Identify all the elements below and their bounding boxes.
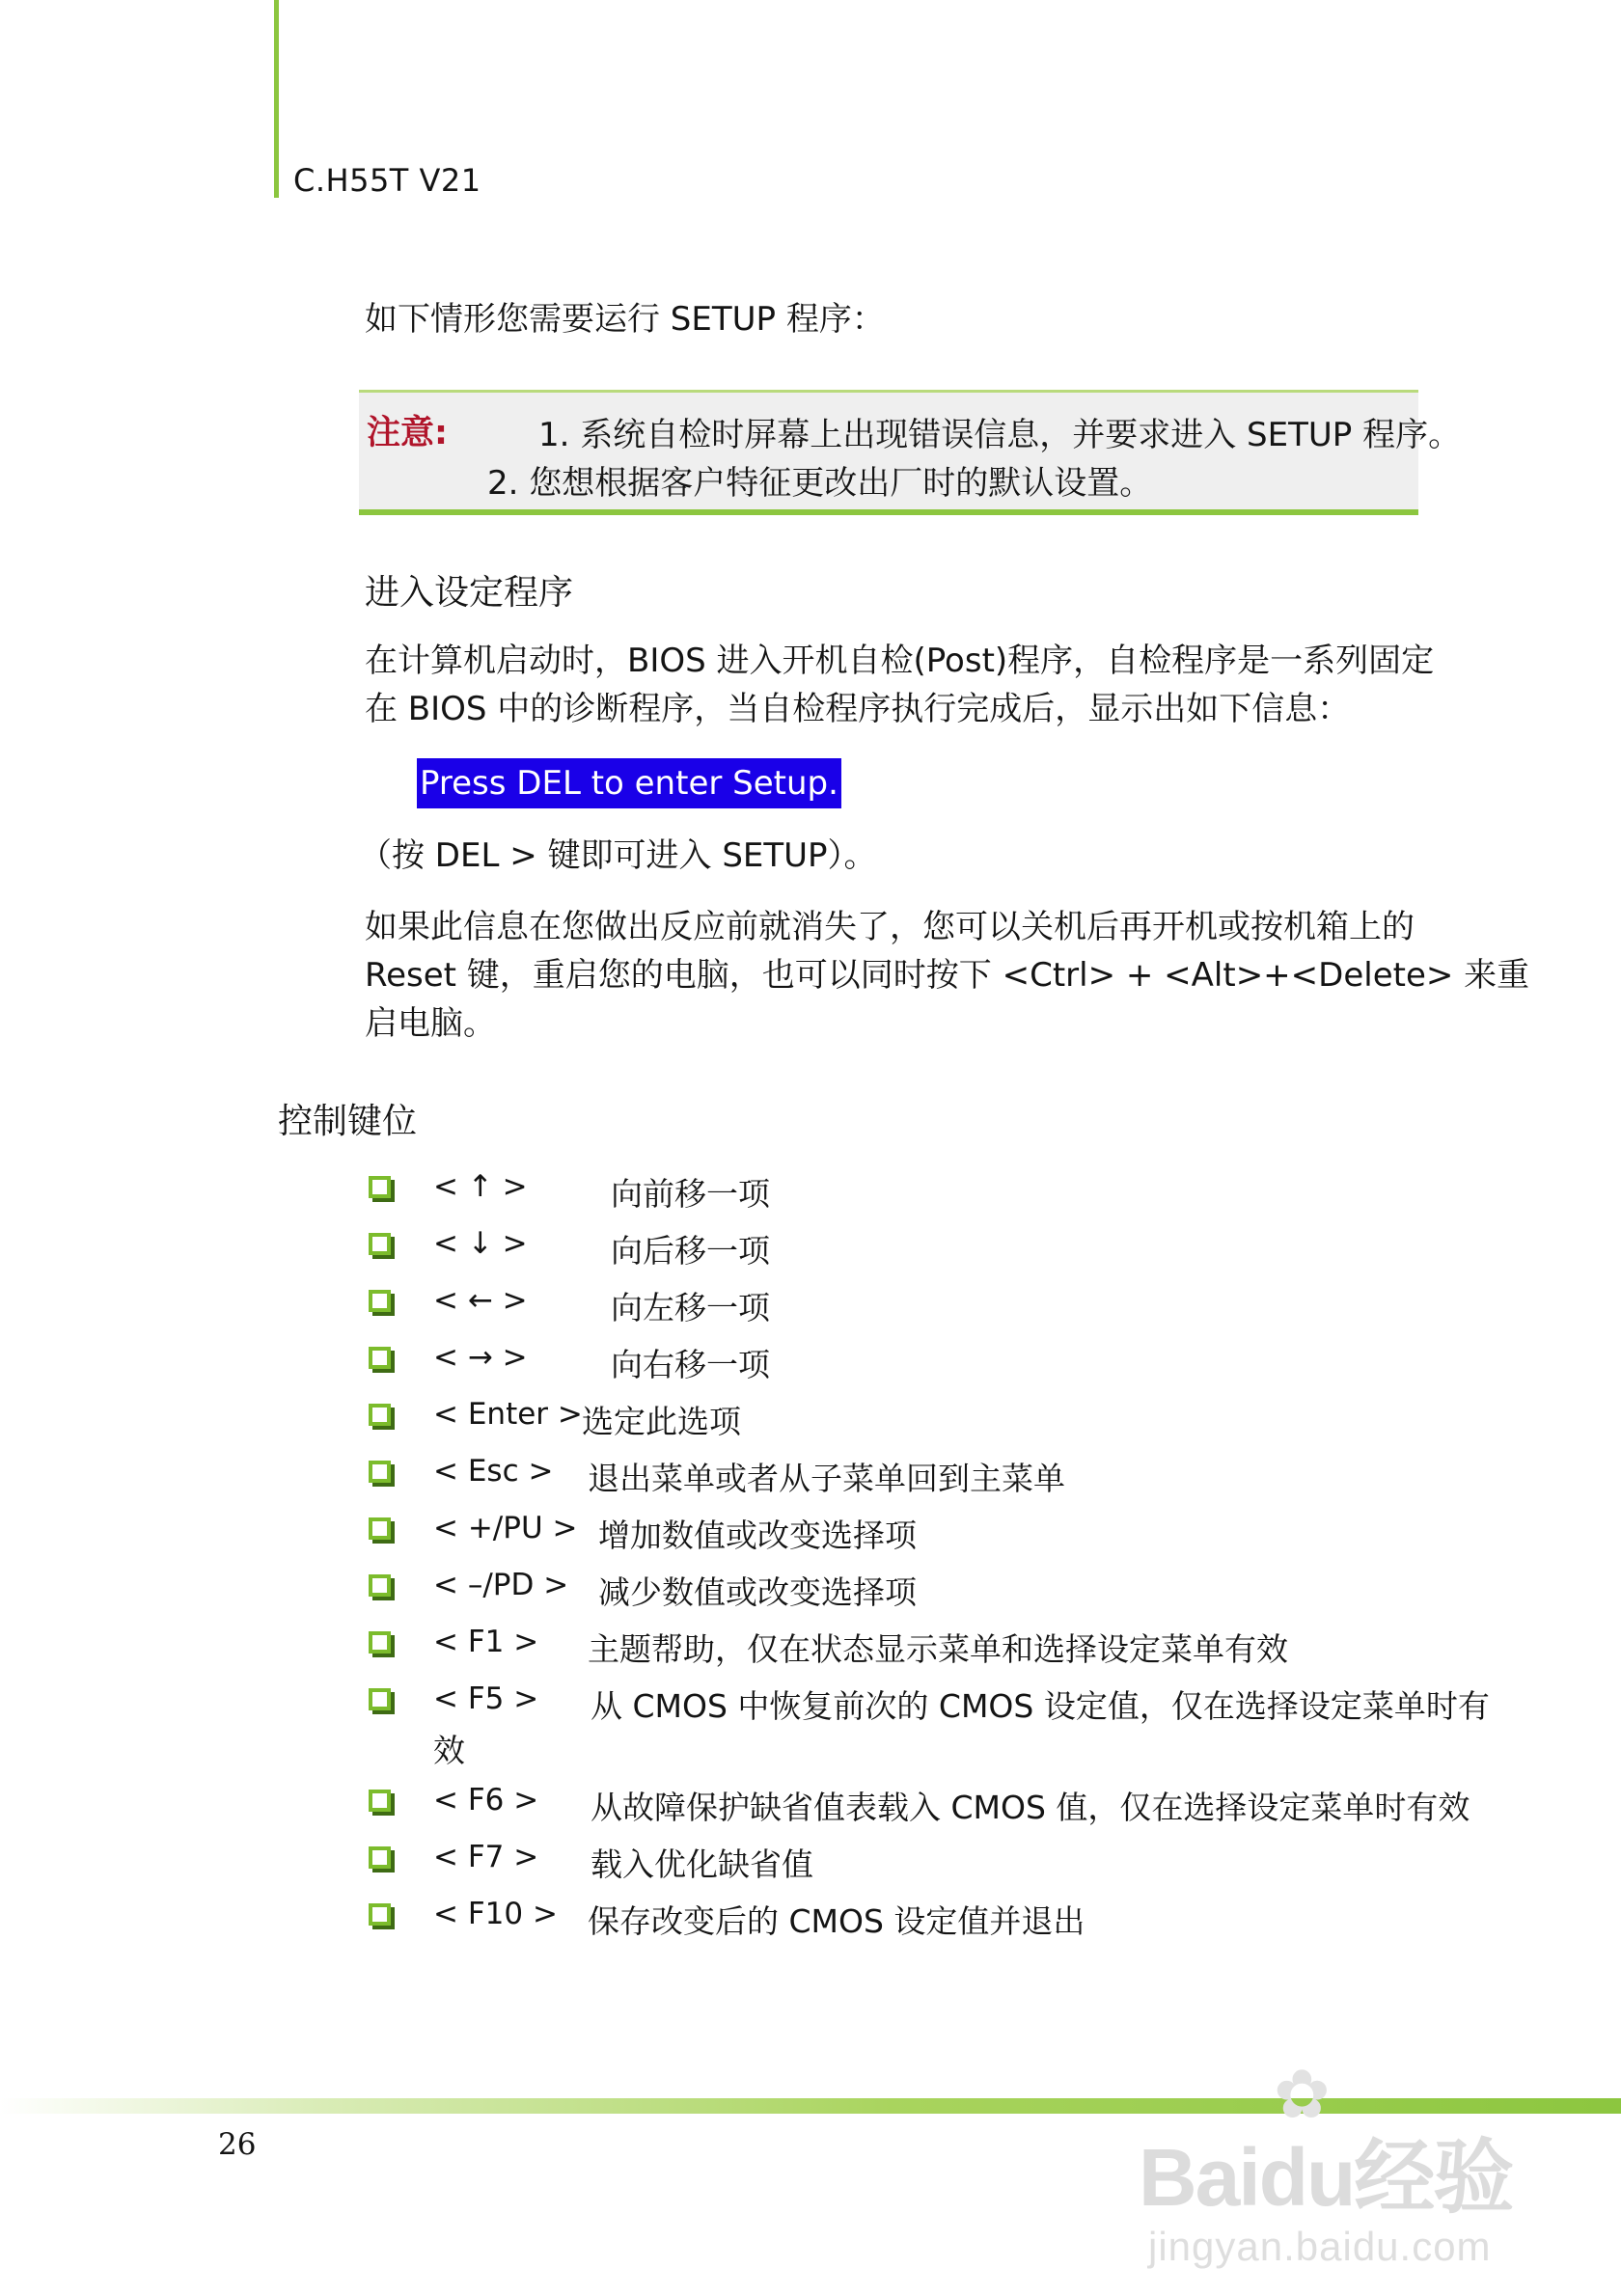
press-del-hint: （按 DEL > 键即可进入 SETUP）。 xyxy=(359,836,877,875)
list-item xyxy=(369,1226,1449,1272)
checkbox-bullet-icon xyxy=(369,1688,391,1710)
checkbox-bullet-icon xyxy=(369,1176,391,1198)
key-description: 从故障保护缺省值表载入 CMOS 值，仅在选择设定菜单时有效 xyxy=(591,1789,1470,1826)
note-item-1: 1. 系统自检时屏幕上出现错误信息，并要求进入 SETUP 程序。 xyxy=(538,416,1462,454)
checkbox-bullet-icon xyxy=(369,1517,391,1540)
list-item xyxy=(369,1840,1449,1886)
key-description: 选定此选项 xyxy=(582,1403,741,1440)
key-description: 载入优化缺省值 xyxy=(591,1845,813,1883)
key-label: < F1 > xyxy=(433,1625,539,1659)
key-label: < +/PU > xyxy=(433,1511,578,1545)
note-item-2: 2. 您想根据客户特征更改出厂时的默认设置。 xyxy=(487,464,1153,503)
checkbox-bullet-icon xyxy=(369,1461,391,1483)
list-item xyxy=(369,1169,1449,1216)
checkbox-bullet-icon xyxy=(369,1631,391,1654)
key-label: < F5 > xyxy=(433,1681,539,1716)
intro-text: 如下情形您需要运行 SETUP 程序： xyxy=(365,300,885,339)
key-label: < → > xyxy=(433,1340,528,1375)
checkbox-bullet-icon xyxy=(369,1574,391,1597)
key-description: 向后移一项 xyxy=(611,1232,770,1270)
enter-setup-para-line-2: 在 BIOS 中的诊断程序，当自检程序执行完成后，显示出如下信息： xyxy=(365,690,1351,728)
list-item xyxy=(369,1681,1490,1772)
key-label: < ↑ > xyxy=(433,1169,528,1204)
list-item xyxy=(369,1568,1449,1614)
key-description: 减少数值或改变选择项 xyxy=(598,1573,917,1611)
checkbox-bullet-icon xyxy=(369,1290,391,1312)
press-del-message: Press DEL to enter Setup. xyxy=(417,758,841,808)
list-item xyxy=(369,1897,1449,1943)
key-label: < Enter > xyxy=(433,1397,583,1432)
control-keys-heading: 控制键位 xyxy=(278,1102,418,1141)
key-label: < F7 > xyxy=(433,1840,539,1874)
header-accent-bar xyxy=(274,0,279,198)
checkbox-bullet-icon xyxy=(369,1347,391,1369)
list-item xyxy=(369,1340,1449,1386)
enter-setup-heading: 进入设定程序 xyxy=(365,573,574,613)
key-description: 从 CMOS 中恢复前次的 CMOS 设定值，仅在选择设定菜单时有 xyxy=(591,1687,1490,1725)
key-description: 向前移一项 xyxy=(611,1175,770,1213)
key-label: < Esc > xyxy=(433,1454,554,1489)
checkbox-bullet-icon xyxy=(369,1903,391,1926)
key-description: 保存改变后的 CMOS 设定值并退出 xyxy=(588,1902,1085,1940)
paw-logo-icon: ✿ xyxy=(1274,2057,1331,2132)
key-label: < ↓ > xyxy=(433,1226,528,1261)
list-item xyxy=(369,1625,1449,1671)
key-description-continued: 效 xyxy=(433,1732,465,1769)
key-label: < –/PD > xyxy=(433,1568,569,1602)
reset-para-line-1: 如果此信息在您做出反应前就消失了，您可以关机后再开机或按机箱上的 xyxy=(365,908,1415,946)
note-box xyxy=(359,390,1462,515)
key-label: < ← > xyxy=(433,1283,528,1318)
key-label: < F6 > xyxy=(433,1783,539,1818)
page-number: 26 xyxy=(218,2127,257,2162)
key-label: < F10 > xyxy=(433,1897,558,1931)
list-item xyxy=(369,1283,1449,1329)
enter-setup-para-line-1: 在计算机启动时，BIOS 进入开机自检(Post)程序，自检程序是一系列固定 xyxy=(365,642,1435,680)
reset-para-line-3: 启电脑。 xyxy=(365,1004,496,1043)
checkbox-bullet-icon xyxy=(369,1846,391,1869)
list-item xyxy=(369,1783,1470,1829)
watermark-url: jingyan.baidu.com xyxy=(1148,2224,1492,2269)
list-item xyxy=(369,1511,1449,1557)
key-description: 向左移一项 xyxy=(611,1289,770,1326)
reset-para-line-2: Reset 键，重启您的电脑，也可以同时按下 <Ctrl> + <Alt>+<Delete> 来重 xyxy=(365,956,1530,995)
note-label: 注意: xyxy=(367,414,448,452)
checkbox-bullet-icon xyxy=(369,1790,391,1812)
model-label: C.H55T V21 xyxy=(293,162,481,199)
key-description: 向右移一项 xyxy=(611,1346,770,1383)
baidu-watermark xyxy=(1139,2055,1544,2277)
key-description: 退出菜单或者从子菜单回到主菜单 xyxy=(588,1460,1065,1497)
list-item xyxy=(369,1397,1449,1443)
checkbox-bullet-icon xyxy=(369,1404,391,1426)
checkbox-bullet-icon xyxy=(369,1233,391,1255)
watermark-brand: Baidu经验 xyxy=(1139,2132,1513,2223)
key-description: 主题帮助，仅在状态显示菜单和选择设定菜单有效 xyxy=(588,1630,1288,1668)
list-item xyxy=(369,1454,1449,1500)
key-description: 增加数值或改变选择项 xyxy=(598,1517,917,1554)
